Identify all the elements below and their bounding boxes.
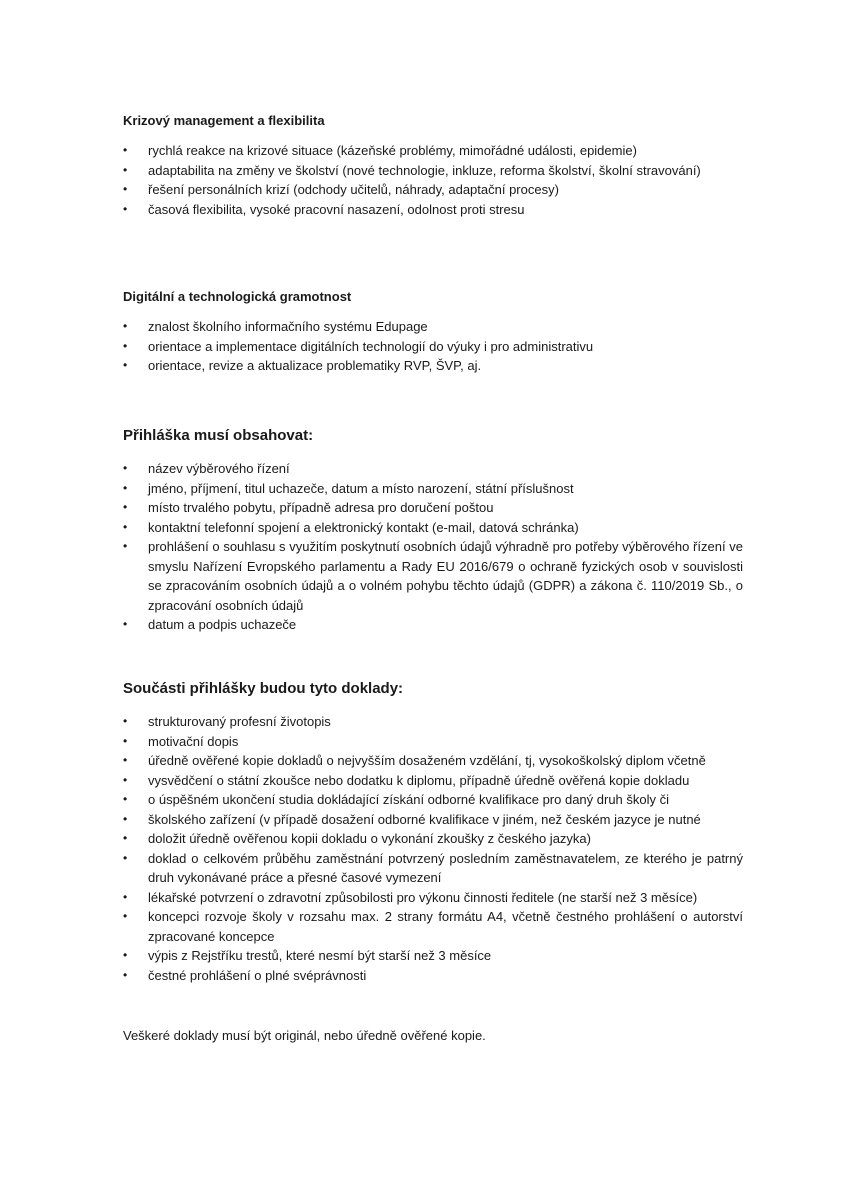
bullet-icon: • [123,714,128,728]
list-item: • jméno, příjmení, titul uchazeče, datum a místo narození, státní příslušnost [123,479,743,499]
bullet-icon: • [123,850,128,865]
list-item: • časová flexibilita, vysoké pracovní nasazení, odolnost proti stresu [123,200,743,220]
section-heading: Digitální a technologická gramotnost [123,289,352,304]
list-item: • motivační dopis [123,732,743,752]
list-item: • rychlá reakce na krizové situace (kázeňské problémy, mimořádné události, epidemie) [123,141,743,161]
list-item: • řešení personálních krizí (odchody učitelů, náhrady, adaptační procesy) [123,180,743,200]
bullet-icon: • [123,617,128,631]
list-item: • strukturovaný profesní životopis [123,712,743,732]
bullet-icon: • [123,201,128,216]
bullet-list [123,317,743,376]
bullet-icon: • [123,500,128,514]
bullet-icon: • [123,831,128,845]
bullet-icon: • [123,792,128,806]
bullet-icon: • [123,539,128,553]
bullet-icon: • [123,358,128,372]
list-item: • adaptabilita na změny ve školství (nové technologie, inkluze, reforma školství, školní stravování) [123,161,743,181]
closing-note: Veškeré doklady musí být originál, nebo úředně ověřené kopie. [123,1028,486,1043]
list-item: • lékařské potvrzení o zdravotní způsobilosti pro výkonu činnosti ředitele (ne starší než 3 měsíce) [123,888,743,908]
bullet-icon: • [123,338,128,353]
list-item: • datum a podpis uchazeče [123,615,743,635]
list-item: • znalost školního informačního systému Edupage [123,317,743,337]
bullet-list [123,459,743,635]
bullet-list [123,712,743,985]
bullet-icon: • [123,319,128,333]
bullet-icon: • [123,967,128,982]
list-item: • školského zařízení (v případě dosažení odborné kvalifikace v jiném, než českém jazyce je nutné [123,810,743,830]
list-item: • kontaktní telefonní spojení a elektronický kontakt (e-mail, datová schránka) [123,518,743,538]
bullet-icon: • [123,182,128,196]
bullet-icon: • [123,811,128,826]
list-item: • prohlášení o souhlasu s využitím poskytnutí osobních údajů výhradně pro potřeby výběrového řízení ve smyslu Nařízení Evropského parlamentu a Rady EU 2016/679 o ochraně fyzických osob v souvislosti se zpracováním osobních údajů a o volném pohybu těchto údajů (GDPR) a zákona č. 110/2019 Sb., o zpracování osobních údajů [123,539,743,613]
section-required-documents [123,679,743,985]
list-item: • o úspěšném ukončení studia dokládající získání odborné kvalifikace pro daný druh školy či [123,790,743,810]
list-item: • čestné prohlášení o plné svéprávnosti [123,966,743,986]
section-heading: Přihláška musí obsahovat: [123,427,314,444]
list-item: • název výběrového řízení [123,459,743,479]
bullet-icon: • [123,143,128,157]
bullet-icon: • [123,733,128,748]
bullet-icon: • [123,753,128,767]
bullet-icon: • [123,772,128,787]
bullet-icon: • [123,909,128,923]
bullet-icon: • [123,461,128,475]
bullet-icon: • [123,948,128,962]
bullet-icon: • [123,889,128,904]
list-item: • orientace, revize a aktualizace problematiky RVP, ŠVP, aj. [123,356,743,376]
bullet-icon: • [123,519,128,534]
section-heading: Krizový management a flexibilita [123,113,325,128]
list-item: • výpis z Rejstříku trestů, které nesmí být starší než 3 měsíce [123,946,743,966]
list-item: • doklad o celkovém průběhu zaměstnání potvrzený posledním zaměstnavatelem, ze kterého je patrný druh vykonávané práce a přesné časové vymezení [123,850,743,885]
list-item: • koncepci rozvoje školy v rozsahu max. 2 strany formátu A4, včetně čestného prohlášení o autorství zpracované koncepce [123,909,743,944]
section-digital-literacy [123,288,743,376]
section-crisis-management [123,112,743,219]
section-heading: Součásti přihlášky budou tyto doklady: [123,680,404,697]
section-application-contents [123,426,743,635]
list-item: • vysvědčení o státní zkoušce nebo dodatku k diplomu, případně úředně ověřená kopie dokladu [123,771,743,791]
list-item: • doložit úředně ověřenou kopii dokladu o vykonání zkoušky z českého jazyka) [123,829,743,849]
list-item: • úředně ověřené kopie dokladů o nejvyšším dosaženém vzdělání, tj, vysokoškolský diplom včetně [123,751,743,771]
list-item: • orientace a implementace digitálních technologií do výuky i pro administrativu [123,337,743,357]
bullet-icon: • [123,480,128,495]
list-item: • místo trvalého pobytu, případně adresa pro doručení poštou [123,498,743,518]
bullet-icon: • [123,162,128,177]
bullet-list [123,141,743,219]
